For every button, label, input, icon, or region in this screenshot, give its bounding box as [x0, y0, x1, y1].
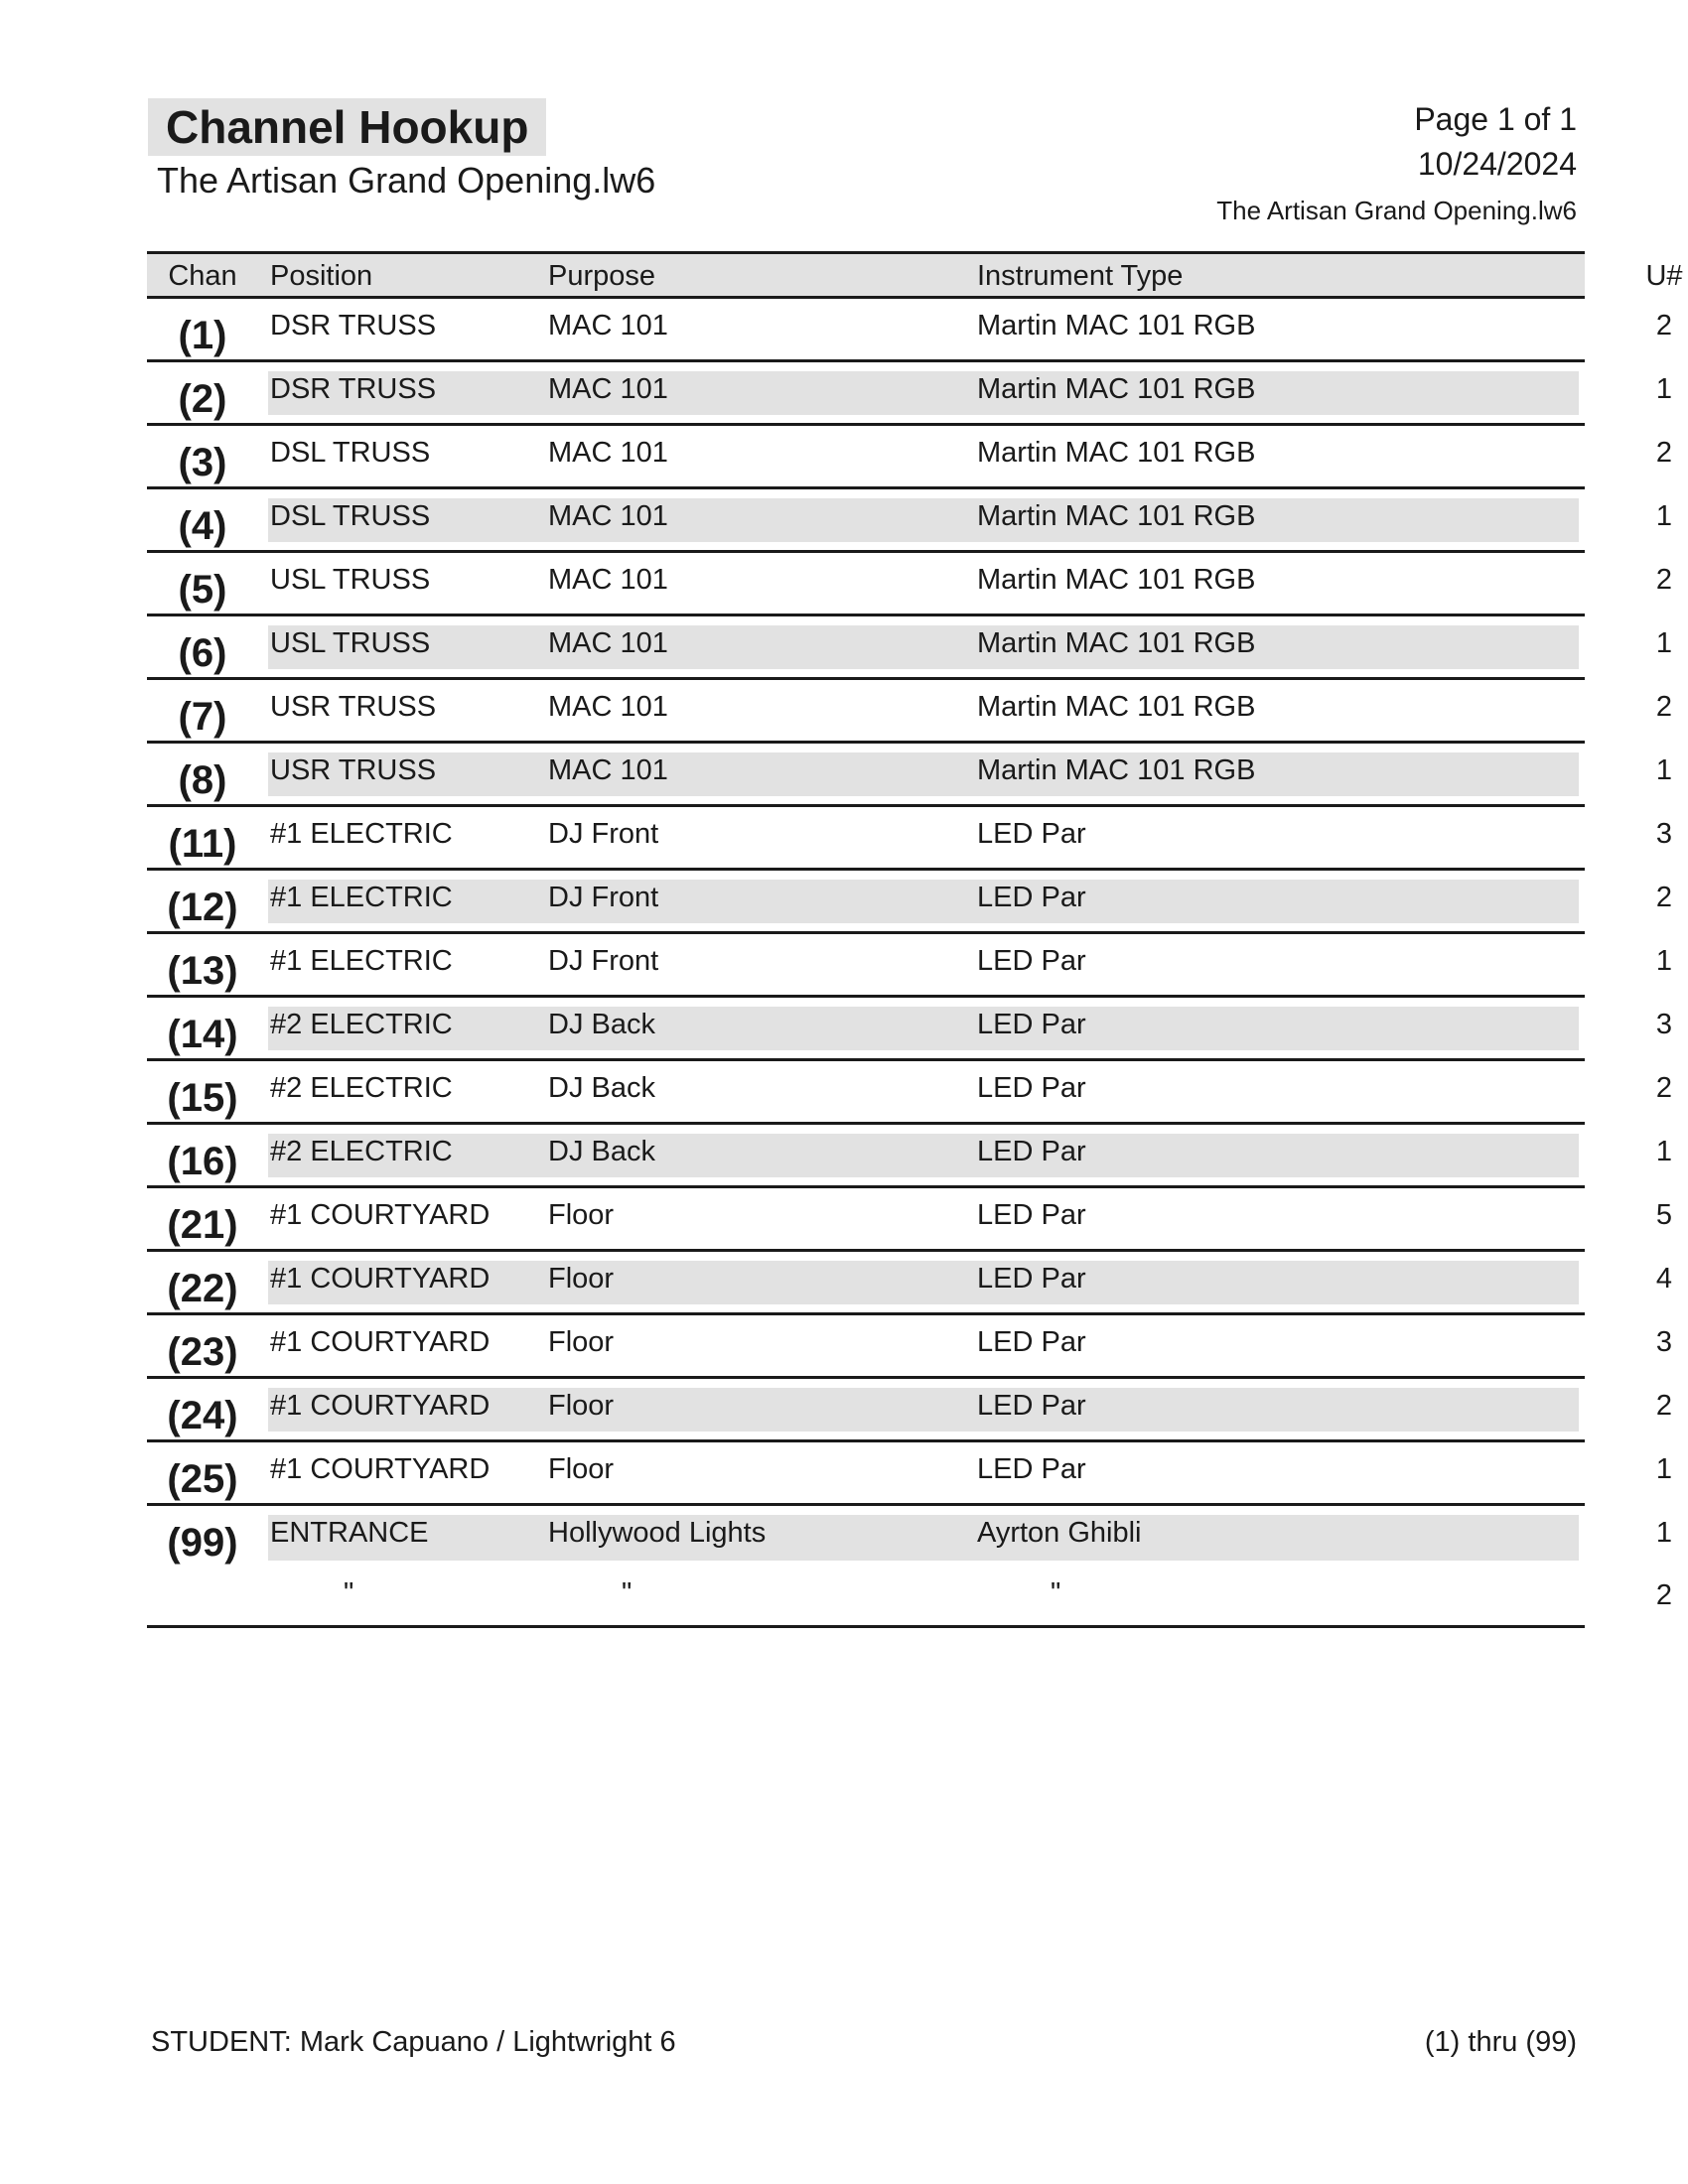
- row-shading: [268, 880, 1579, 923]
- table-row: [147, 426, 1673, 489]
- table-row: [147, 934, 1673, 998]
- channel-number: (6): [178, 631, 227, 675]
- channel-number: (8): [178, 758, 227, 802]
- unit-number-cell: 2: [1655, 1579, 1673, 1611]
- report-date: 10/24/2024: [1417, 146, 1577, 182]
- position-cell: #1 COURTYARD: [270, 1199, 491, 1231]
- position-cell: #1 ELECTRIC: [270, 882, 453, 913]
- instrument-type-cell: LED Par: [977, 1009, 1086, 1040]
- table-row: [147, 362, 1673, 426]
- file-name: The Artisan Grand Opening.lw6: [157, 160, 656, 201]
- unit-number-cell: 1: [1655, 500, 1673, 532]
- channel-number: (15): [167, 1076, 238, 1120]
- channel-number: (16): [167, 1140, 238, 1183]
- unit-number-cell: 2: [1655, 564, 1673, 596]
- footer-channel-range: (1) thru (99): [1424, 2026, 1577, 2058]
- footer-student: STUDENT: Mark Capuano / Lightwright 6: [151, 2026, 676, 2058]
- unit-number-cell: 5: [1655, 1199, 1673, 1231]
- channel-number: (5): [178, 568, 227, 612]
- table-row: [147, 1506, 1673, 1628]
- instrument-type-cell: LED Par: [977, 1072, 1086, 1104]
- table-row: [147, 299, 1673, 362]
- unit-number-cell: 2: [1655, 310, 1673, 341]
- channel-number: (14): [167, 1013, 238, 1056]
- table-row: [147, 807, 1673, 871]
- purpose-cell: Floor: [548, 1390, 615, 1422]
- row-shading: [268, 498, 1579, 542]
- purpose-cell: DJ Front: [548, 945, 659, 977]
- channel-number: (25): [167, 1457, 238, 1501]
- column-header-position: Position: [270, 260, 373, 292]
- purpose-cell: MAC 101: [548, 437, 668, 469]
- position-cell: #2 ELECTRIC: [270, 1009, 453, 1040]
- channel-number: (23): [167, 1330, 238, 1374]
- unit-number-cell: 3: [1655, 818, 1673, 850]
- position-cell: #1 COURTYARD: [270, 1263, 491, 1295]
- table-row: [147, 1061, 1673, 1125]
- unit-number-cell: 2: [1655, 691, 1673, 723]
- unit-number-cell: 1: [1655, 1517, 1673, 1549]
- instrument-type-cell: LED Par: [977, 882, 1086, 913]
- unit-number-cell: 1: [1655, 1453, 1673, 1485]
- unit-number-cell: 1: [1655, 945, 1673, 977]
- channel-number: (22): [167, 1267, 238, 1310]
- table-header: [147, 254, 1683, 299]
- instrument-type-cell: Martin MAC 101 RGB: [977, 437, 1256, 469]
- channel-number: (99): [167, 1521, 238, 1565]
- instrument-type-cell: LED Par: [977, 945, 1086, 977]
- column-header-instrument-type: Instrument Type: [977, 260, 1184, 292]
- position-cell: #2 ELECTRIC: [270, 1136, 453, 1167]
- position-cell: DSR TRUSS: [270, 310, 437, 341]
- position-cell: USR TRUSS: [270, 691, 437, 723]
- instrument-type-cell: LED Par: [977, 818, 1086, 850]
- unit-number-cell: 2: [1655, 1390, 1673, 1422]
- unit-number-cell: 1: [1655, 754, 1673, 786]
- position-cell: USL TRUSS: [270, 627, 431, 659]
- purpose-cell: Hollywood Lights: [548, 1517, 767, 1549]
- ditto-mark-position: ": [344, 1577, 354, 1609]
- channel-number: (13): [167, 949, 238, 993]
- purpose-cell: Floor: [548, 1326, 615, 1358]
- row-shading: [268, 625, 1579, 669]
- table-row: [147, 616, 1673, 680]
- unit-number-cell: 3: [1655, 1326, 1673, 1358]
- position-cell: #1 COURTYARD: [270, 1326, 491, 1358]
- channel-number: (4): [178, 504, 227, 548]
- position-cell: #1 ELECTRIC: [270, 818, 453, 850]
- channel-number: (12): [167, 886, 238, 929]
- instrument-type-cell: Martin MAC 101 RGB: [977, 627, 1256, 659]
- purpose-cell: MAC 101: [548, 754, 668, 786]
- column-header-unit-number: U#: [1645, 260, 1683, 292]
- row-shading: [268, 1515, 1579, 1561]
- purpose-cell: MAC 101: [548, 500, 668, 532]
- unit-number-cell: 1: [1655, 627, 1673, 659]
- position-cell: #1 COURTYARD: [270, 1453, 491, 1485]
- unit-number-cell: 1: [1655, 1136, 1673, 1167]
- position-cell: ENTRANCE: [270, 1517, 429, 1549]
- row-shading: [268, 1134, 1579, 1177]
- channel-number: (3): [178, 441, 227, 484]
- purpose-cell: DJ Back: [548, 1009, 655, 1040]
- instrument-type-cell: Martin MAC 101 RGB: [977, 310, 1256, 341]
- channel-number: (2): [178, 377, 227, 421]
- unit-number-cell: 1: [1655, 373, 1673, 405]
- position-cell: #2 ELECTRIC: [270, 1072, 453, 1104]
- instrument-type-cell: LED Par: [977, 1136, 1086, 1167]
- table-row: [147, 680, 1673, 744]
- unit-number-cell: 2: [1655, 882, 1673, 913]
- table-row: [147, 871, 1673, 934]
- page-number: Page 1 of 1: [1414, 101, 1577, 137]
- purpose-cell: DJ Back: [548, 1072, 655, 1104]
- position-cell: DSR TRUSS: [270, 373, 437, 405]
- table-body: [147, 299, 1673, 1506]
- instrument-type-cell: LED Par: [977, 1390, 1086, 1422]
- purpose-cell: DJ Front: [548, 818, 659, 850]
- table-row: [147, 1315, 1673, 1379]
- file-name-small: The Artisan Grand Opening.lw6: [1216, 196, 1577, 225]
- position-cell: USR TRUSS: [270, 754, 437, 786]
- page-title: Channel Hookup: [148, 98, 546, 156]
- table-row: [147, 1188, 1673, 1252]
- instrument-type-cell: Martin MAC 101 RGB: [977, 500, 1256, 532]
- table-row: [147, 998, 1673, 1061]
- channel-number: (21): [167, 1203, 238, 1247]
- instrument-type-cell: Martin MAC 101 RGB: [977, 691, 1256, 723]
- purpose-cell: DJ Front: [548, 882, 659, 913]
- row-shading: [268, 752, 1579, 796]
- position-cell: #1 ELECTRIC: [270, 945, 453, 977]
- instrument-type-cell: LED Par: [977, 1199, 1086, 1231]
- position-cell: DSL TRUSS: [270, 500, 431, 532]
- unit-number-cell: 2: [1655, 1072, 1673, 1104]
- purpose-cell: MAC 101: [548, 627, 668, 659]
- ditto-mark-instrument-type: ": [1051, 1577, 1061, 1609]
- table-row: [147, 553, 1673, 616]
- row-shading: [268, 1007, 1579, 1050]
- purpose-cell: MAC 101: [548, 691, 668, 723]
- position-cell: USL TRUSS: [270, 564, 431, 596]
- instrument-type-cell: Martin MAC 101 RGB: [977, 564, 1256, 596]
- instrument-type-cell: LED Par: [977, 1263, 1086, 1295]
- unit-number-cell: 4: [1655, 1263, 1673, 1295]
- channel-number: (7): [178, 695, 227, 739]
- channel-number: (11): [168, 822, 237, 866]
- position-cell: #1 COURTYARD: [270, 1390, 491, 1422]
- channel-number: (1): [178, 314, 227, 357]
- table-row: [147, 1252, 1673, 1315]
- instrument-type-cell: Ayrton Ghibli: [977, 1517, 1142, 1549]
- table-row: [147, 744, 1673, 807]
- unit-number-cell: 3: [1655, 1009, 1673, 1040]
- column-header-chan: Chan: [168, 260, 237, 292]
- ditto-mark-purpose: ": [622, 1577, 633, 1609]
- purpose-cell: DJ Back: [548, 1136, 655, 1167]
- purpose-cell: Floor: [548, 1263, 615, 1295]
- row-shading: [268, 371, 1579, 415]
- purpose-cell: MAC 101: [548, 564, 668, 596]
- purpose-cell: MAC 101: [548, 310, 668, 341]
- table-row: [147, 1379, 1673, 1442]
- table-row: [147, 1442, 1673, 1506]
- column-header-purpose: Purpose: [548, 260, 656, 292]
- instrument-type-cell: LED Par: [977, 1453, 1086, 1485]
- table-row: [147, 489, 1673, 553]
- instrument-type-cell: Martin MAC 101 RGB: [977, 754, 1256, 786]
- instrument-type-cell: LED Par: [977, 1326, 1086, 1358]
- purpose-cell: Floor: [548, 1453, 615, 1485]
- purpose-cell: MAC 101: [548, 373, 668, 405]
- position-cell: DSL TRUSS: [270, 437, 431, 469]
- unit-number-cell: 2: [1655, 437, 1673, 469]
- channel-hookup-table: [147, 251, 1683, 1628]
- channel-number: (24): [167, 1394, 238, 1437]
- table-row: [147, 1125, 1673, 1188]
- purpose-cell: Floor: [548, 1199, 615, 1231]
- instrument-type-cell: Martin MAC 101 RGB: [977, 373, 1256, 405]
